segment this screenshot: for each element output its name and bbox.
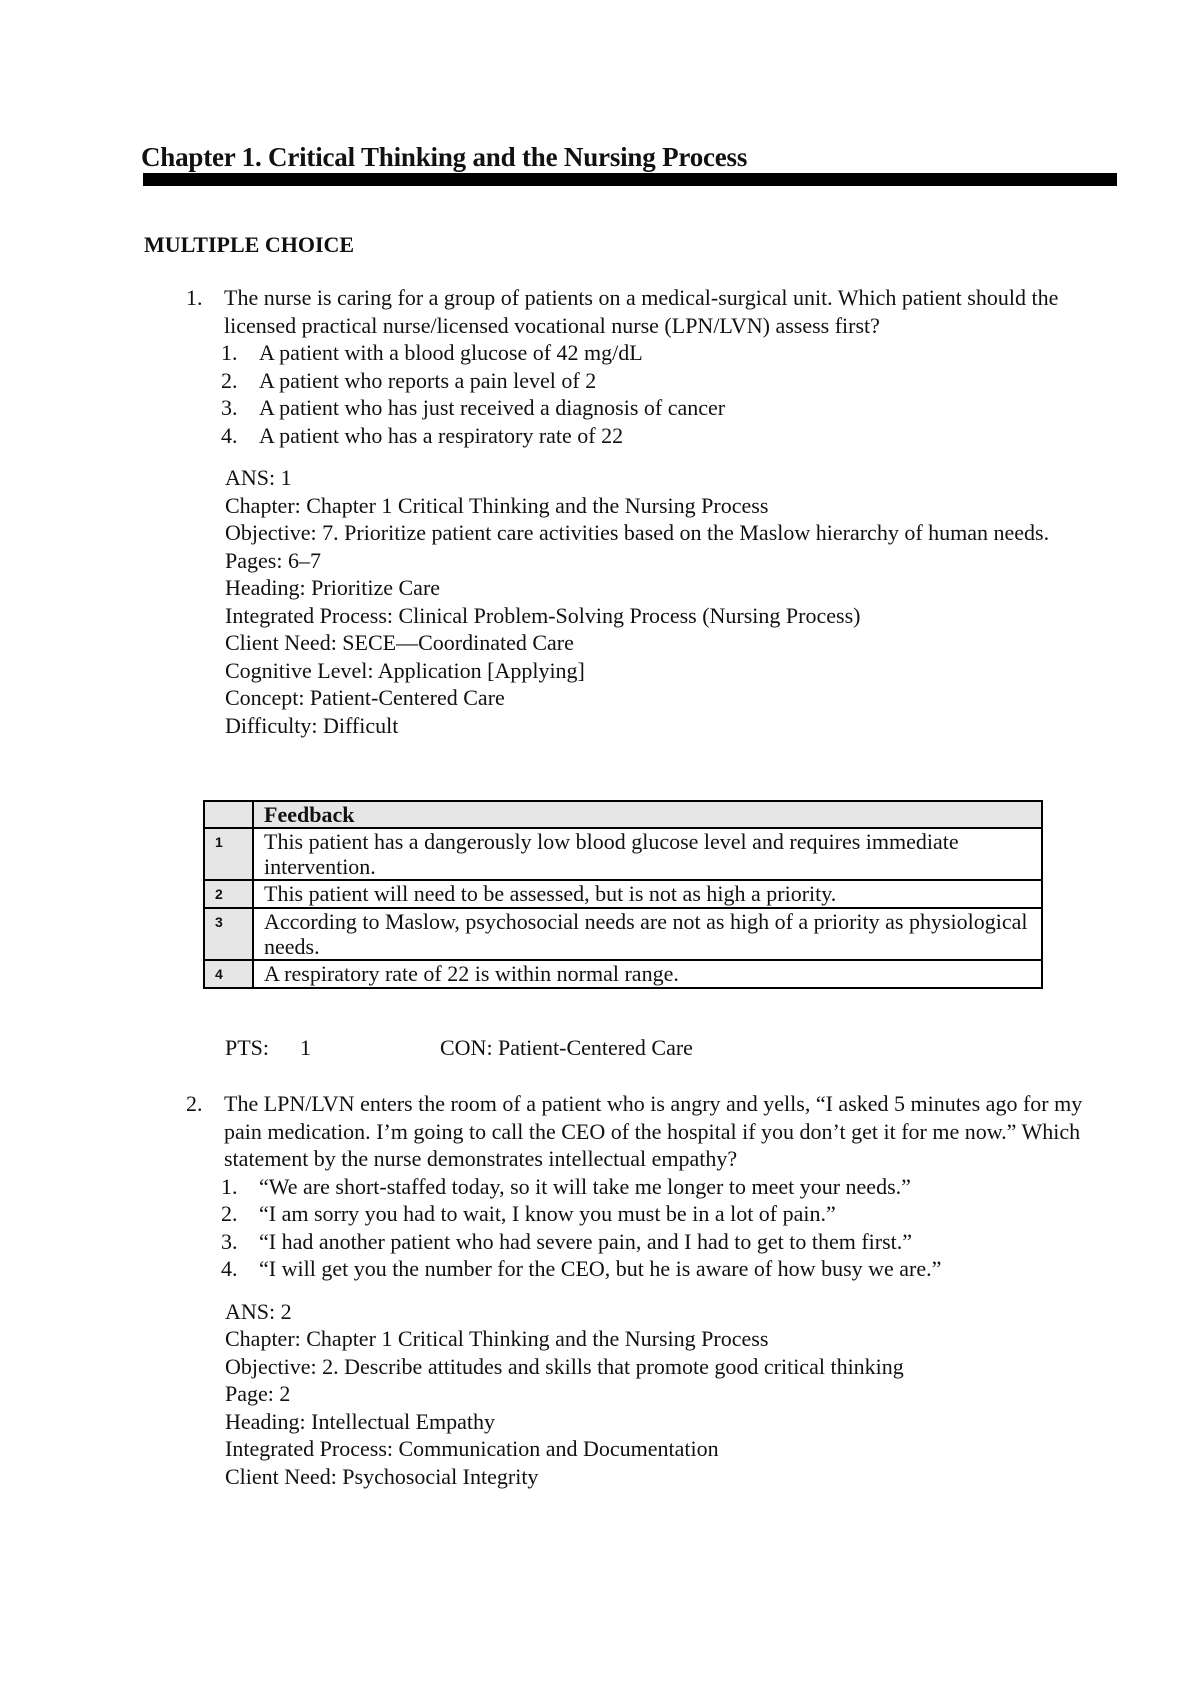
feedback-number: 4 — [204, 960, 253, 988]
feedback-row — [204, 880, 1042, 908]
answer-option — [186, 367, 1106, 395]
answer-option — [186, 394, 1106, 422]
answer-option — [186, 422, 1106, 450]
question-stem: The nurse is caring for a group of patients on a medical-surgical unit. Which patient should the licensed practical nurse/licensed vocational nurse (LPN/LVN) assess first? — [224, 285, 1059, 338]
answer-line: ANS: 2 — [225, 1298, 292, 1324]
option-text: A patient who reports a pain level of 2 — [259, 367, 597, 393]
option-text: A patient who has just received a diagnosis of cancer — [259, 395, 726, 420]
feedback-number: 2 — [204, 880, 253, 908]
integrated-process-line: Integrated Process: Communication and Documentation — [225, 1436, 719, 1461]
answer-options — [186, 1173, 1106, 1283]
option-text: “We are short-staffed today, so it will take me longer to meet your needs.” — [259, 1173, 911, 1199]
option-text: “I had another patient who had severe pain, and I had to get to them first.” — [259, 1228, 913, 1254]
points-row — [225, 1035, 693, 1061]
cognitive-level-line: Cognitive Level: Application [Applying] — [225, 657, 585, 683]
points-value: 1 — [300, 1035, 311, 1060]
points-label: PTS: — [225, 1035, 270, 1060]
client-need-line: Client Need: SECE—Coordinated Care — [225, 630, 574, 655]
question-1 — [186, 284, 1106, 739]
feedback-header-row — [204, 801, 1042, 828]
answer-option — [186, 1228, 1106, 1256]
option-number: 4. — [221, 422, 238, 448]
feedback-text: According to Maslow, psychosocial needs are not as high of a priority as physiological needs. — [253, 908, 1042, 960]
heading-line: Heading: Prioritize Care — [225, 575, 441, 600]
answer-metadata — [225, 464, 1106, 739]
answer-option — [186, 1173, 1106, 1201]
option-text: A patient who has a respiratory rate of 22 — [259, 422, 624, 448]
client-need-line: Client Need: Psychosocial Integrity — [225, 1463, 539, 1489]
feedback-row — [204, 960, 1042, 988]
chapter-title: Chapter 1. Critical Thinking and the Nursing Process — [141, 142, 748, 172]
answer-option — [186, 1255, 1106, 1283]
answer-line: ANS: 1 — [225, 465, 292, 490]
feedback-text: This patient will need to be assessed, but is not as high a priority. — [253, 880, 1042, 908]
section-heading: MULTIPLE CHOICE — [144, 232, 355, 257]
option-number: 3. — [221, 1228, 238, 1254]
option-text: A patient with a blood glucose of 42 mg/dL — [259, 340, 643, 365]
feedback-number: 1 — [204, 828, 253, 880]
objective-line: Objective: 2. Describe attitudes and skills that promote good critical thinking — [225, 1353, 904, 1379]
feedback-row — [204, 908, 1042, 960]
objective-line: Objective: 7. Prioritize patient care activities based on the Maslow hierarchy of human needs. — [225, 520, 1050, 545]
option-number: 2. — [221, 1201, 238, 1226]
concept-tag: CON: Patient-Centered Care — [440, 1035, 693, 1060]
option-text: “I will get you the number for the CEO, but he is aware of how busy we are.” — [259, 1256, 942, 1281]
chapter-line: Chapter: Chapter 1 Critical Thinking and the Nursing Process — [225, 492, 769, 518]
question-2 — [186, 1090, 1106, 1490]
answer-metadata — [225, 1298, 1106, 1491]
feedback-text: A respiratory rate of 22 is within normal range. — [253, 960, 1042, 988]
feedback-number-header — [204, 801, 253, 828]
feedback-text: This patient has a dangerously low blood glucose level and requires immediate intervention. — [253, 828, 1042, 880]
difficulty-line: Difficulty: Difficult — [225, 712, 399, 738]
question-number: 1. — [186, 285, 203, 310]
chapter-line: Chapter: Chapter 1 Critical Thinking and the Nursing Process — [225, 1326, 769, 1351]
option-number: 2. — [221, 367, 238, 393]
pages-line: Page: 2 — [225, 1381, 291, 1406]
title-rule — [143, 173, 1117, 186]
feedback-table — [203, 800, 1043, 989]
answer-option — [186, 1200, 1106, 1228]
option-number: 3. — [221, 395, 238, 420]
option-number: 1. — [221, 1173, 238, 1199]
integrated-process-line: Integrated Process: Clinical Problem-Solving Process (Nursing Process) — [225, 602, 861, 628]
answer-options — [186, 339, 1106, 449]
feedback-row — [204, 828, 1042, 880]
answer-option — [186, 339, 1106, 367]
option-number: 1. — [221, 340, 238, 365]
feedback-header: Feedback — [253, 801, 1042, 828]
concept-line: Concept: Patient-Centered Care — [225, 685, 505, 710]
option-text: “I am sorry you had to wait, I know you must be in a lot of pain.” — [259, 1201, 836, 1226]
feedback-number: 3 — [204, 908, 253, 960]
option-number: 4. — [221, 1256, 238, 1281]
pages-line: Pages: 6–7 — [225, 547, 321, 573]
heading-line: Heading: Intellectual Empathy — [225, 1408, 496, 1434]
question-number: 2. — [186, 1091, 203, 1116]
question-stem: The LPN/LVN enters the room of a patient who is angry and yells, “I asked 5 minutes ago for my pain medication. I’m going to call the CEO of the hospital if you don’t get it for me now.” Which statement by the nurse demonstrates intellectual empathy? — [224, 1091, 1083, 1171]
